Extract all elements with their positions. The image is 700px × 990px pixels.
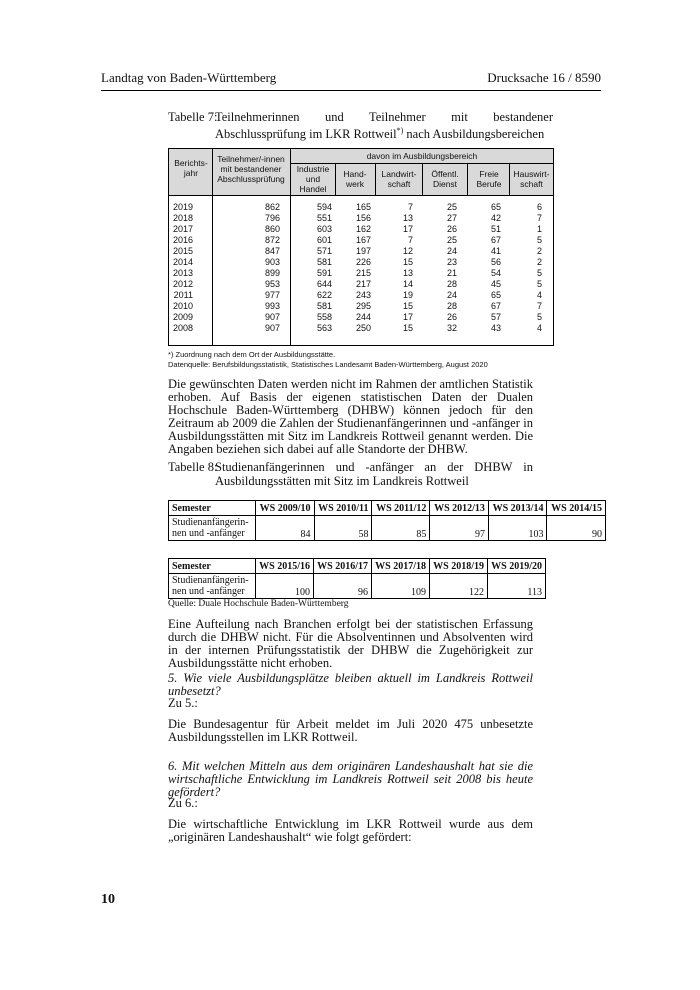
table7-cell: 26 — [446, 224, 457, 234]
table7-cell: 28 — [446, 279, 457, 289]
table7-divider — [467, 163, 468, 195]
table7-cell: 571 — [316, 246, 332, 256]
table7-cell: 67 — [490, 301, 501, 311]
table7-cell: 591 — [316, 268, 332, 278]
table7-cell: 25 — [446, 235, 457, 245]
table-row — [169, 224, 553, 235]
row-label-line: Studienanfängerin- — [172, 517, 249, 528]
table7-cell: 162 — [355, 224, 371, 234]
table8-value: 109 — [372, 574, 430, 599]
table7-cell: 21 — [446, 268, 457, 278]
table-row — [169, 213, 553, 224]
table7-cell: 27 — [446, 213, 457, 223]
table7-cell: 45 — [490, 279, 501, 289]
table8-row-label — [169, 574, 256, 599]
answer-5-label: Zu 5.: — [168, 696, 198, 710]
table7-cell: 243 — [355, 290, 371, 300]
table8-header-cell: WS 2009/10 — [256, 501, 315, 516]
table8-semester-header: Semester — [169, 501, 256, 516]
table7-group-header: davon im Ausbildungsbereich — [366, 151, 478, 161]
table-row — [169, 246, 553, 257]
table7-cell: 215 — [355, 268, 371, 278]
table8-part1 — [168, 500, 606, 541]
table-row — [169, 323, 553, 334]
table7-cell: 51 — [490, 224, 501, 234]
table7-cell: 2015 — [172, 246, 193, 256]
table7-cell: 23 — [446, 257, 457, 267]
table7-cell: 2019 — [172, 202, 193, 212]
table7-cell: 226 — [355, 257, 371, 267]
table7-cell: 601 — [316, 235, 332, 245]
table7-col-handwerk: Hand-werk — [343, 169, 367, 189]
table7-col-year: Berichts-jahr — [174, 158, 208, 178]
answer-6: Die wirtschaftliche Entwicklung im LKR Rottweil wurde aus dem „originären Landeshaushalt“ wie folgt gefördert: — [168, 817, 533, 844]
table7-divider — [375, 163, 376, 195]
table8-part2 — [168, 558, 546, 599]
table7-cell: 13 — [402, 268, 413, 278]
table7-cell: 860 — [264, 224, 280, 234]
table7-cell: 2010 — [172, 301, 193, 311]
paragraph-branches: Eine Aufteilung nach Branchen erfolgt bei der statistischen Erfassung durch die DHBW nicht. Für die Absolventinnen und Absolventen wird in der internen Prüfungsstatistik der DHBW die Zugehörigkeit zur Ausbildungsstätte nicht erhoben. — [168, 617, 533, 670]
table7-cell: 24 — [446, 246, 457, 256]
table-row — [169, 235, 553, 246]
table7-cell: 41 — [490, 246, 501, 256]
table-row — [169, 279, 553, 290]
table8-value: 90 — [547, 516, 606, 541]
table7-cell: 15 — [402, 323, 413, 333]
table8-header-cell: WS 2012/13 — [430, 501, 489, 516]
table8-value: 96 — [314, 574, 372, 599]
table8-value: 103 — [488, 516, 547, 541]
table7-cell: 43 — [490, 323, 501, 333]
table8-label: Tabelle 8: — [168, 460, 218, 474]
paragraph-dhbw-intro: Die gewünschten Daten werden nicht im Rahmen der amtlichen Statistik erhoben. Auf Basis der eigenen statistischen Daten der Dualen Hochschule Baden-Württemberg (DHBW) können jedoch für den Zeitraum ab 2009 die Zahlen der Studienanfängerinnen und -anfänger in Ausbildungsstätten mit Sitz im Landkreis Rottweil genannt werden. Die Angaben beziehen sich dabei auf alle Standorte der DHBW. — [168, 377, 533, 456]
table8-header-cell: WS 2018/19 — [430, 559, 488, 574]
table7-cell: 156 — [355, 213, 371, 223]
table7-cell: 14 — [402, 279, 413, 289]
table7-cell: 7 — [407, 235, 413, 245]
table7-cell: 4 — [536, 290, 542, 300]
table8-value: 85 — [372, 516, 430, 541]
table7-cell: 217 — [355, 279, 371, 289]
table7-cell: 5 — [536, 235, 542, 245]
table8-header-cell: WS 2014/15 — [547, 501, 606, 516]
table7-cell: 862 — [264, 202, 280, 212]
table7-cell: 2018 — [172, 213, 193, 223]
table7-cell: 26 — [446, 312, 457, 322]
table7-col-hauswirtschaft: Hauswirt-schaft — [513, 169, 550, 189]
table7-cell: 6 — [536, 202, 542, 212]
table-row — [169, 290, 553, 301]
page-header — [101, 70, 601, 90]
table7-cell: 19 — [402, 290, 413, 300]
table8-title: Studienanfängerinnen und -anfänger an der DHBW in Ausbildungsstätten mit Sitz im Landkreis Rottweil — [215, 460, 533, 488]
table7-cell: 581 — [316, 257, 332, 267]
table7-cell: 1 — [536, 224, 542, 234]
table7-cell: 5 — [536, 279, 542, 289]
table7-label: Tabelle 7: — [168, 110, 218, 124]
table7-col-industry: Industrie und Handel — [296, 164, 330, 194]
table7-cell: 65 — [490, 202, 501, 212]
table8-header-cell: WS 2019/20 — [488, 559, 546, 574]
table7-cell: 907 — [264, 312, 280, 322]
table8-header-cell: WS 2011/12 — [372, 501, 430, 516]
table8-value: 113 — [488, 574, 546, 599]
table7-cell: 847 — [264, 246, 280, 256]
table8-value: 84 — [256, 516, 315, 541]
table7-cell: 2014 — [172, 257, 193, 267]
table8-header-cell: WS 2017/18 — [372, 559, 430, 574]
table7-cell: 7 — [536, 301, 542, 311]
table7-cell: 32 — [446, 323, 457, 333]
table-row — [169, 301, 553, 312]
table7-note: *) Zuordnung nach dem Ort der Ausbildungsstätte. — [168, 350, 336, 359]
footnote-marker: *) — [396, 126, 404, 135]
table7-cell: 15 — [402, 301, 413, 311]
question-6: 6. Mit welchen Mitteln aus dem originären Landeshaushalt hat sie die wirtschaftliche Entwicklung im Landkreis Rottweil seit 2008 bis heute gefördert? — [168, 759, 533, 799]
table8-value: 58 — [314, 516, 372, 541]
answer-5: Die Bundesagentur für Arbeit meldet im Juli 2020 475 unbesetzte Ausbildungsstellen im LKR Rottweil. — [168, 717, 533, 744]
header-right: Drucksache 16 / 8590 — [487, 70, 601, 85]
table8-header-cell: WS 2015/16 — [256, 559, 314, 574]
table7-cell: 899 — [264, 268, 280, 278]
table7-cell: 581 — [316, 301, 332, 311]
table7-col-total: Teilnehmer/-innen mit bestandener Abschlussprüfung — [217, 154, 285, 184]
table7-cell: 622 — [316, 290, 332, 300]
table7-cell: 7 — [407, 202, 413, 212]
table8-value: 97 — [430, 516, 489, 541]
table7-cell: 7 — [536, 213, 542, 223]
table7-cell: 993 — [264, 301, 280, 311]
table7-cell: 2 — [536, 257, 542, 267]
header-left: Landtag von Baden-Württemberg — [101, 70, 277, 85]
table7-cell: 197 — [355, 246, 371, 256]
table7-divider — [422, 163, 423, 195]
table7-divider — [509, 163, 510, 195]
table7-cell: 4 — [536, 323, 542, 333]
table7-cell: 250 — [355, 323, 371, 333]
table7-cell: 2009 — [172, 312, 193, 322]
table-row — [169, 202, 553, 213]
table7-col-oeffentl-dienst: Öffentl. Dienst — [431, 169, 459, 189]
table7-cell: 907 — [264, 323, 280, 333]
table7-body — [169, 202, 553, 334]
page-number: 10 — [101, 892, 115, 907]
table7-cell: 17 — [402, 312, 413, 322]
table8-semester-header: Semester — [169, 559, 256, 574]
table7-cell: 551 — [316, 213, 332, 223]
table7-cell: 2011 — [173, 290, 193, 300]
table7-cell: 2012 — [172, 279, 193, 289]
table-row — [169, 574, 546, 599]
table7-col-landwirtschaft: Landwirt-schaft — [381, 169, 417, 189]
table7-title: Teilnehmerinnen und Teilnehmer mit bestandener Abschlussprüfung im LKR Rottweil*) nach Ausbildungsbereichen — [215, 110, 553, 142]
table7-cell: 594 — [316, 202, 332, 212]
table8-value: 100 — [256, 574, 314, 599]
table7-cell: 57 — [490, 312, 501, 322]
table7-cell: 24 — [446, 290, 457, 300]
table7-cell: 56 — [490, 257, 501, 267]
table7-cell: 54 — [490, 268, 501, 278]
table7-cell: 28 — [446, 301, 457, 311]
table7-cell: 165 — [355, 202, 371, 212]
row-label-line: nen und -anfänger — [172, 528, 245, 539]
table7-divider — [212, 149, 213, 195]
table7-cell: 603 — [316, 224, 332, 234]
table7-cell: 796 — [264, 213, 280, 223]
table7-cell: 295 — [355, 301, 371, 311]
table8-header-cell: WS 2010/11 — [314, 501, 372, 516]
table7-cell: 903 — [264, 257, 280, 267]
table7-cell: 67 — [490, 235, 501, 245]
table7-cell: 244 — [355, 312, 371, 322]
table7-cell: 2017 — [172, 224, 193, 234]
table7-cell: 2 — [536, 246, 542, 256]
table7-caption — [168, 110, 568, 140]
table7-cell: 17 — [402, 224, 413, 234]
table7-cell: 644 — [316, 279, 332, 289]
table7 — [168, 148, 554, 346]
table7-cell: 977 — [264, 290, 280, 300]
table7-cell: 15 — [402, 257, 413, 267]
table-row — [169, 268, 553, 279]
table8-caption — [168, 460, 568, 490]
table7-col-freie-berufe: Freie Berufe — [476, 169, 502, 189]
table8-row-label — [169, 516, 256, 541]
table7-cell: 167 — [355, 235, 371, 245]
table7-cell: 5 — [536, 312, 542, 322]
table-row — [169, 257, 553, 268]
answer-6-label: Zu 6.: — [168, 796, 198, 810]
table8-header-cell: WS 2013/14 — [488, 501, 547, 516]
table8-source: Quelle: Duale Hochschule Baden-Württemberg — [168, 599, 349, 609]
table8-value: 122 — [430, 574, 488, 599]
table-row — [169, 559, 546, 574]
table7-cell: 5 — [536, 268, 542, 278]
table7-cell: 872 — [264, 235, 280, 245]
table-row — [169, 312, 553, 323]
table7-cell: 2013 — [172, 268, 193, 278]
table7-cell: 65 — [490, 290, 501, 300]
table-row — [169, 516, 606, 541]
table7-divider — [335, 163, 336, 195]
header-rule — [101, 90, 601, 91]
question-5: 5. Wie viele Ausbildungsplätze bleiben aktuell im Landkreis Rottweil unbesetzt? — [168, 671, 533, 698]
table7-cell: 558 — [316, 312, 332, 322]
table7-cell: 12 — [402, 246, 413, 256]
table7-cell: 563 — [316, 323, 332, 333]
table7-cell: 953 — [264, 279, 280, 289]
table7-cell: 13 — [402, 213, 413, 223]
table7-cell: 42 — [490, 213, 501, 223]
table7-cell: 2016 — [172, 235, 193, 245]
table7-cell: 2008 — [172, 323, 193, 333]
table7-source: Datenquelle: Berufsbildungsstatistik, Statistisches Landesamt Baden-Württemberg, August 2020 — [168, 360, 488, 369]
row-label-line: Studienanfängerin- — [172, 575, 249, 586]
table8-header-cell: WS 2016/17 — [314, 559, 372, 574]
table7-cell: 25 — [446, 202, 457, 212]
table-row — [169, 501, 606, 516]
row-label-line: nen und -anfänger — [172, 586, 245, 597]
